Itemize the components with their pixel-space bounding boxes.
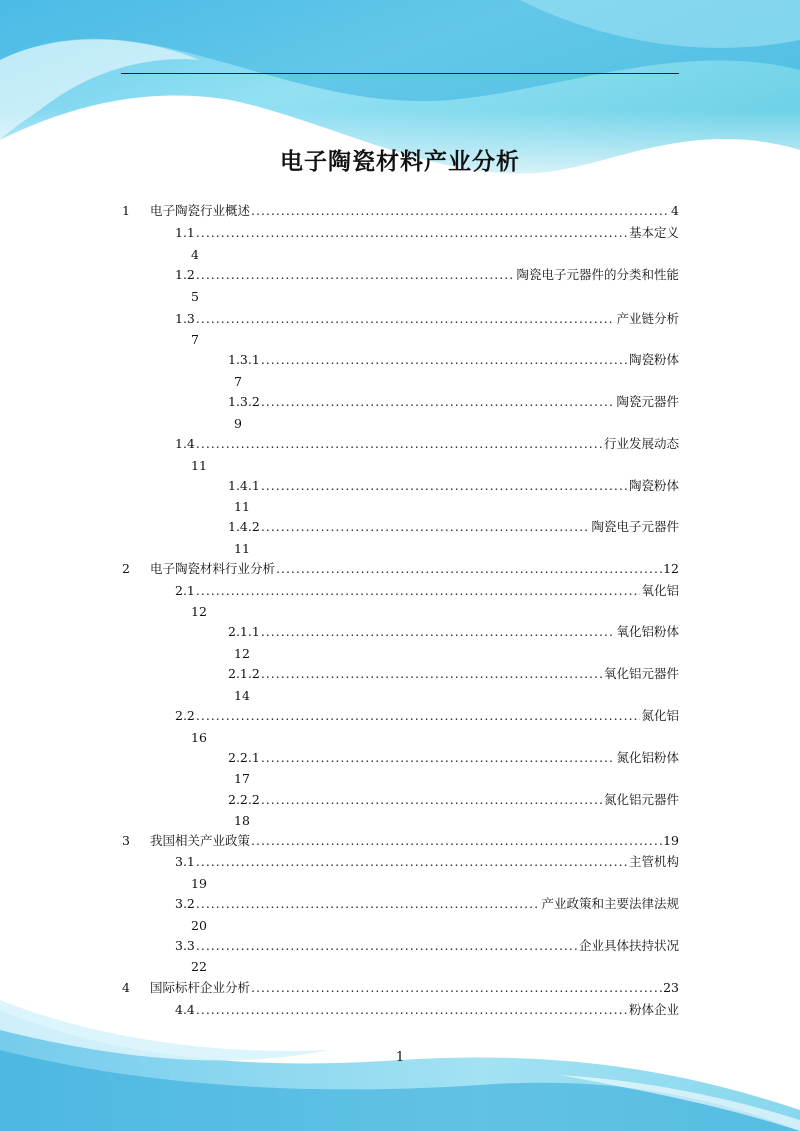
toc-page: 11	[234, 541, 250, 556]
toc-page: 20	[191, 918, 207, 933]
toc-leader-dots	[196, 266, 516, 284]
toc-label: 国际标杆企业分析	[150, 980, 251, 995]
toc-leader-dots	[196, 895, 541, 913]
toc-label: 产业政策和主要法律法规	[541, 896, 679, 911]
toc-leader-dots	[196, 310, 616, 328]
toc-entry[interactable]	[122, 560, 679, 578]
toc-label: 氧化铝	[641, 583, 679, 598]
toc-number: 1.4.1	[228, 478, 260, 493]
toc-number: 1.4	[175, 436, 195, 451]
page-number: 1	[395, 1050, 405, 1065]
toc-page: 14	[234, 688, 250, 703]
toc-entry[interactable]	[122, 832, 679, 850]
toc-entry[interactable]	[228, 351, 679, 369]
toc-leader-dots	[261, 351, 628, 369]
toc-leader-dots	[261, 749, 616, 767]
toc-label: 基本定义	[628, 225, 679, 240]
toc-label: 产业链分析	[616, 311, 679, 326]
toc-leader-dots	[261, 393, 616, 411]
toc-number: 2.2	[175, 708, 195, 723]
toc-label: 氧化铝粉体	[616, 624, 679, 639]
toc-number: 1	[122, 203, 130, 218]
toc-page: 12	[234, 646, 250, 661]
toc-leader-dots	[196, 582, 641, 600]
toc-number: 4.4	[175, 1002, 195, 1017]
toc-page: 7	[234, 374, 242, 389]
toc-page: 19	[663, 833, 679, 848]
toc-page: 11	[234, 499, 250, 514]
toc-entry[interactable]	[228, 518, 679, 536]
toc-page: 12	[191, 604, 207, 619]
toc-number: 2.1	[175, 583, 195, 598]
toc-leader-dots	[261, 518, 591, 536]
toc-leader-dots	[196, 435, 603, 453]
toc-number: 3.2	[175, 896, 195, 911]
toc-leader-dots	[251, 202, 670, 220]
toc-entry[interactable]	[228, 393, 679, 411]
document-title: 电子陶瓷材料产业分析	[280, 149, 520, 175]
toc-page: 17	[234, 771, 250, 786]
toc-page: 9	[234, 416, 242, 431]
toc-number: 2.2.1	[228, 750, 260, 765]
toc-label: 陶瓷元器件	[616, 394, 679, 409]
toc-leader-dots	[196, 707, 641, 725]
toc-entry[interactable]	[122, 979, 679, 997]
toc-number: 1.4.2	[228, 519, 260, 534]
toc-entry[interactable]	[175, 895, 679, 913]
toc-number: 3.1	[175, 854, 195, 869]
toc-entry[interactable]	[175, 707, 679, 725]
toc-leader-dots	[196, 1001, 628, 1019]
toc-label: 企业具体扶持状况	[578, 938, 679, 953]
toc-page: 4	[191, 247, 199, 262]
toc-page: 11	[191, 458, 207, 473]
toc-label: 陶瓷粉体	[628, 352, 679, 367]
toc-label: 主管机构	[628, 854, 679, 869]
toc-leader-dots	[251, 832, 662, 850]
toc-page: 18	[234, 813, 250, 828]
toc-number: 2.1.1	[228, 624, 260, 639]
toc-number: 1.3.2	[228, 394, 260, 409]
toc-entry[interactable]	[175, 937, 679, 955]
toc-page: 12	[663, 561, 679, 576]
toc-label: 行业发展动态	[603, 436, 679, 451]
toc-number: 1.3	[175, 311, 195, 326]
toc-leader-dots	[261, 791, 603, 809]
toc-leader-dots	[261, 477, 628, 495]
toc-label: 氮化铝元器件	[603, 792, 679, 807]
toc-page: 7	[191, 332, 199, 347]
toc-entry[interactable]	[228, 791, 679, 809]
toc-leader-dots	[196, 853, 628, 871]
toc-entry[interactable]	[122, 202, 679, 220]
toc-number: 2	[122, 561, 130, 576]
toc-leader-dots	[251, 979, 662, 997]
toc-label: 电子陶瓷材料行业分析	[150, 561, 276, 576]
toc-label: 陶瓷电子元器件	[591, 519, 679, 534]
toc-page: 16	[191, 730, 207, 745]
toc-entry[interactable]	[175, 1001, 679, 1019]
toc-number: 1.3.1	[228, 352, 260, 367]
toc-number: 1.1	[175, 225, 195, 240]
toc-number: 1.2	[175, 267, 195, 282]
toc-entry[interactable]	[228, 749, 679, 767]
toc-number: 3.3	[175, 938, 195, 953]
toc-label: 我国相关产业政策	[150, 833, 251, 848]
toc-leader-dots	[276, 560, 662, 578]
toc-page: 22	[191, 959, 207, 974]
toc-label: 氮化铝粉体	[616, 750, 679, 765]
toc-label: 氮化铝	[641, 708, 679, 723]
toc-label: 陶瓷电子元器件的分类和性能	[516, 267, 679, 282]
toc-number: 2.1.2	[228, 666, 260, 681]
toc-number: 3	[122, 833, 130, 848]
toc-page: 4	[671, 203, 679, 218]
toc-page: 23	[663, 980, 679, 995]
toc-entry[interactable]	[175, 435, 679, 453]
toc-number: 2.2.2	[228, 792, 260, 807]
toc-entry[interactable]	[228, 623, 679, 641]
toc-entry[interactable]	[228, 665, 679, 683]
toc-entry[interactable]	[175, 224, 679, 242]
toc-entry[interactable]	[175, 582, 679, 600]
toc-entry[interactable]	[175, 853, 679, 871]
toc-entry[interactable]	[228, 477, 679, 495]
header-rule	[121, 73, 679, 74]
toc-entry[interactable]	[175, 310, 679, 328]
toc-page: 19	[191, 876, 207, 891]
toc-leader-dots	[261, 665, 603, 683]
toc-label: 粉体企业	[628, 1002, 679, 1017]
toc-leader-dots	[261, 623, 616, 641]
toc-entry[interactable]	[175, 266, 679, 284]
toc-page: 5	[191, 289, 199, 304]
toc-label: 氧化铝元器件	[603, 666, 679, 681]
toc-label: 陶瓷粉体	[628, 478, 679, 493]
toc-leader-dots	[196, 937, 578, 955]
toc-leader-dots	[196, 224, 628, 242]
toc-number: 4	[122, 980, 130, 995]
toc-label: 电子陶瓷行业概述	[150, 203, 251, 218]
